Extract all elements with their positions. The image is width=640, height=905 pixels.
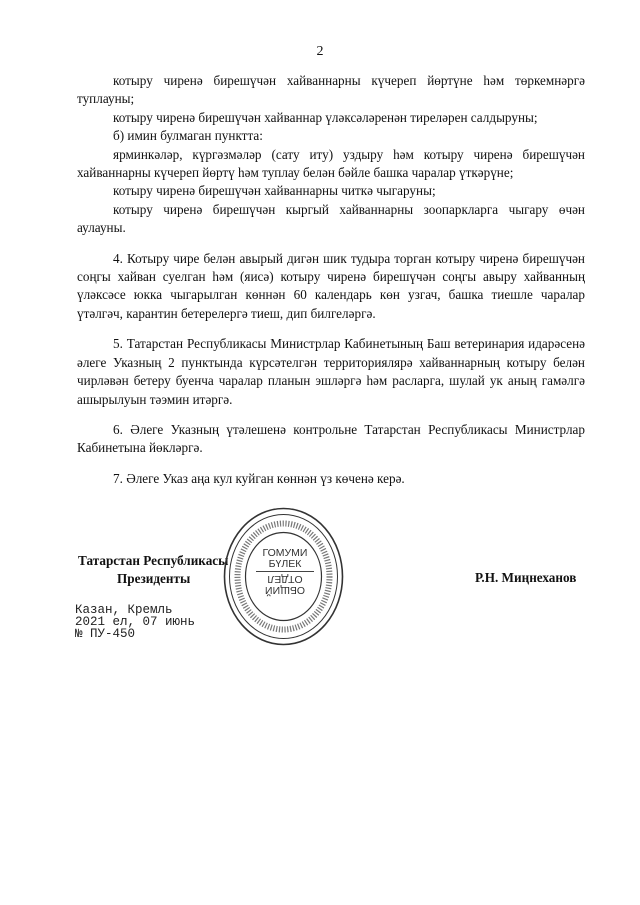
paragraph: 7. Әлеге Указ аңа кул куйган көннән үз көченә керә. xyxy=(113,470,405,486)
paragraph: 6. Әлеге Указның үтәлешенә контрольне Татарстан Республикасы Министрлар Кабинетына йөкләргә. xyxy=(77,421,585,456)
paragraph: б) имин булмаган пунктта: xyxy=(113,128,263,144)
paragraph: 5. Татарстан Республикасы Министрлар Кабинетының Баш ветеринария идарәсенә әлеге Указның 2 пунктында күрсәтелгән территориялярә хайваннарның котыру белән чирләвән бетеру буенча чаралар планын эшләргә һәм расларга, шулай ук аның гамәлгә ашырылуын тәэмин итәргә. xyxy=(77,336,585,407)
signature-title-line1: Татарстан Республикасы xyxy=(78,553,229,568)
page-number: 2 xyxy=(316,44,324,59)
paragraph: котыру чиренә бирешүчән хайваннарны күчереп йөртүне һәм төркемнәргә туплауны; xyxy=(77,73,585,107)
signature-title xyxy=(78,552,228,588)
seal-text: ГОМУМИ БҮЛЕК ОТДЕЛ ОБЩИЙ xyxy=(256,548,314,595)
signature-name: Р.Н. Миңнеханов xyxy=(475,570,577,585)
meta-date: 2021 ел, 07 июнь xyxy=(75,615,196,629)
document-body xyxy=(77,72,585,488)
paragraph: котыру чиренә бирешүчән кыргый хайваннарны зоопаркларга чыгару өчән аулауны. xyxy=(77,201,585,236)
paragraph: 4. Котыру чире белән авырый дигән шик тудыра торган котыру чиренә бирешүчән соңгы хайван суелган һәм (яисә) котыру чиренә бирешүчән соңгы авыру хайванның үләксәсе юкка чыгарылган көннән 60 календарь көн узгач, башка тиешле чаралар үтәлгәч, карантин бетерелергә тиеш, дип билгеләргә. xyxy=(77,250,585,321)
paragraph: ярминкәләр, күргәзмәләр (сату иту) уздыру һәм котыру чиренә бирешүчән хайваннарны күчереп йөртү һәм туплау белән бәйле башка чаралар үткәрүне; xyxy=(77,146,585,181)
official-seal xyxy=(222,506,345,647)
paragraph: котыру чиренә бирешүчән хайваннарны читкә чыгаруны; xyxy=(113,183,436,199)
document-meta xyxy=(75,604,195,640)
signature-title-line2: Президенты xyxy=(117,571,191,586)
meta-number: № ПУ-450 xyxy=(75,627,136,641)
meta-place: Казан, Кремль xyxy=(75,603,173,617)
paragraph: котыру чиренә бирешүчән хайваннар үләксәләренән тиреләрен салдыруны; xyxy=(113,109,538,125)
